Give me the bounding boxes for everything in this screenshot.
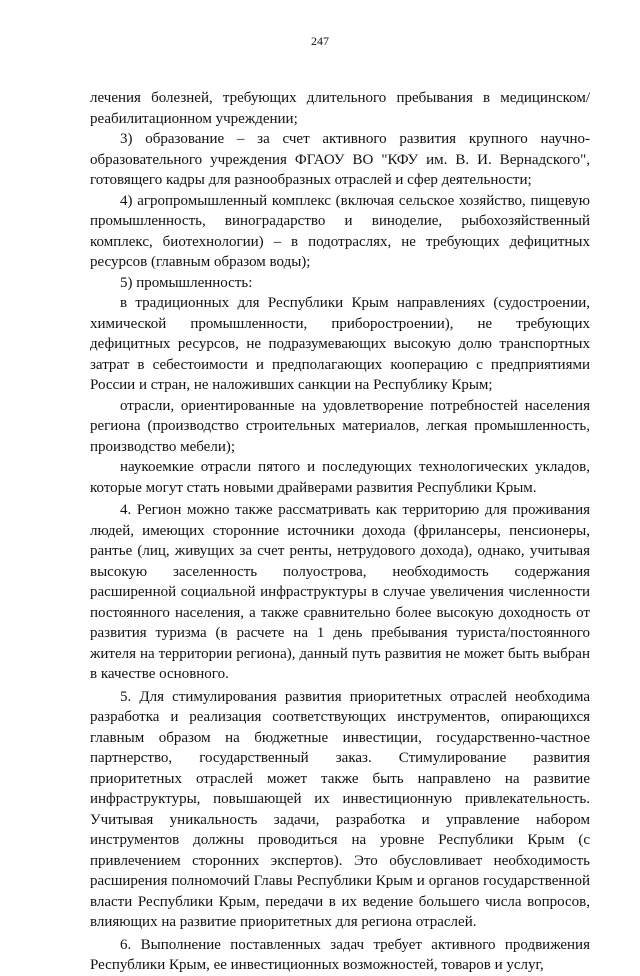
page-number: 247 — [311, 34, 329, 48]
list-item-industry: 5) промышленность: — [120, 274, 253, 291]
industry-traditional: в традиционных для Республики Крым направлениях (судостроении, химической промышленности, приборостроении), не требующих дефицитных ресурсов, не подразумевающих высокую долю транспортных затрат в себестоимости и предполагающих кооперацию с предприятиями России и стран, не наложивших санкции на Республику Крым; — [90, 295, 590, 393]
paragraph-4: 4. Регион можно также рассматривать как территорию для проживания людей, имеющих сторонние источники дохода (фрилансеры, пенсионеры, рантье (лиц, живущих за счет ренты, нетрудового дохода), однако, учитывая высокую заселенность полуострова, необходимость содержания расширенной социальной инфраструктуры в случае увеличения численности постоянного населения, а также сравнительно более высокую доходность от развития туризма (в расчете на 1 день пребывания туриста/постоянного жителя на территории региона), данный путь развития не может быть выбран в качестве основного. — [90, 502, 590, 682]
paragraph-5: 5. Для стимулирования развития приоритетных отраслей необходима разработка и реализация соответствующих инструментов, опирающихся главным образом на бюджетные инвестиции, государственно-частное партнерство, государственный заказ. Стимулирование развития приоритетных отраслей может также быть направлено на развитие инфраструктуры, повышающей их инвестиционную привлекательность. Учитывая уникальность задачи, разработка и управление набором инструментов должны проводиться на уровне Республики Крым (с привлечением сторонних экспертов). Это обусловливает необходимость расширения полномочий Главы Республики Крым и органов государственной власти Республики Крым, передачи в их ведение большего числа вопросов, влияющих на развитие приоритетных для региона отраслей. — [90, 688, 590, 930]
paragraph-6: 6. Выполнение поставленных задач требует активного продвижения Республики Крым, ее инвестиционных возможностей, товаров и услуг, — [90, 936, 590, 973]
paragraph-continuation: лечения болезней, требующих длительного пребывания в медицинском/реабилитационном учреждении; — [90, 90, 590, 127]
industry-consumer: отрасли, ориентированные на удовлетворение потребностей населения региона (производство строительных материалов, легкая промышленность, производство мебели); — [90, 397, 590, 455]
list-item-agro: 4) агропромышленный комплекс (включая сельское хозяйство, пищевую промышленность, виноградарство и виноделие, рыбохозяйственный комплекс, биотехнологии) – в подотраслях, не требующих дефицитных ресурсов (главным образом воды); — [90, 192, 590, 270]
industry-hightech: наукоемкие отрасли пятого и последующих технологических укладов, которые могут стать новыми драйверами развития Республики Крым. — [90, 459, 590, 496]
document-body — [90, 88, 590, 976]
list-item-education: 3) образование – за счет активного развития крупного научно-образовательного учреждения ФГАОУ ВО "КФУ им. В. И. Вернадского", готовящего кадры для разнообразных отраслей и сфер деятельности; — [90, 131, 590, 188]
